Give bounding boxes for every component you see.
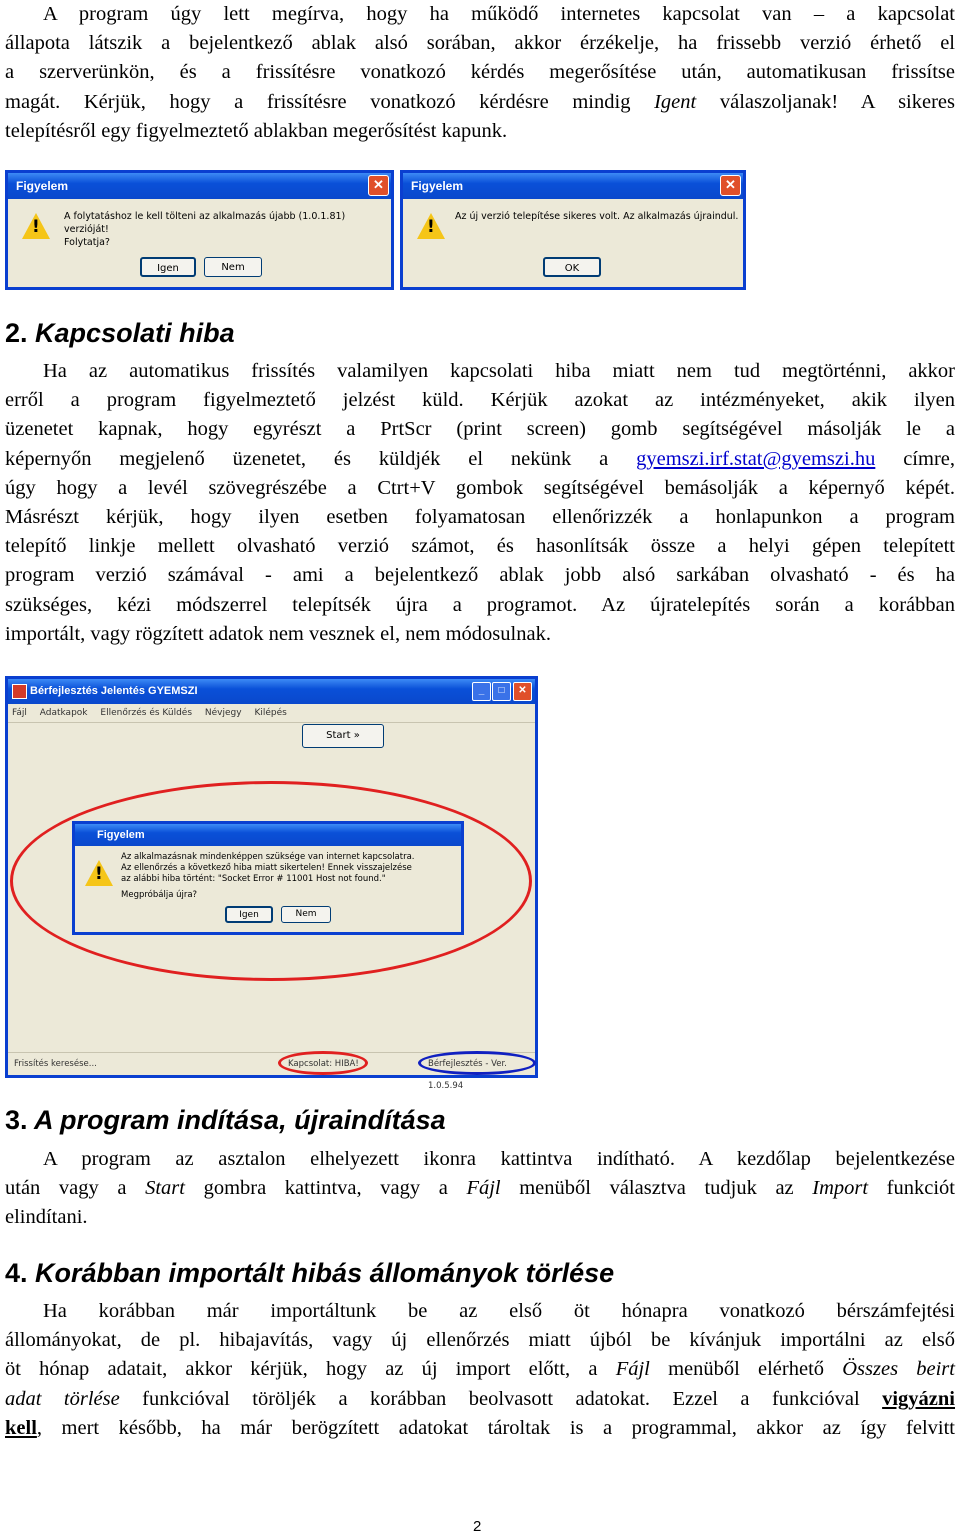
text-line: erről a program figyelmeztető jelzést küld. Kérjük azokat az intézményeket, akik ilyen [5,389,955,412]
text-line: Másrészt kérjük, hogy ilyen esetben folyamatosan ellenőrizzék a honlapunkon a program [5,506,955,529]
text-line: telepítő linkje mellett olvasható verzió számot, és hasonlítsák össze a helyi gépen telepített [5,535,955,558]
menu-bar [8,704,535,723]
program-start-paragraph [5,1145,955,1233]
text-line: állapota látszik a bejelentkező ablak alsó sorában, akkor érzékelje, ha frissebb verzió érhető el [5,32,955,55]
section-heading: 4. Korábban importált hibás állományok törlése [5,1258,615,1288]
menu-item-about[interactable]: Névjegy [204,708,242,718]
text-line: a szerverünkön, és a frissítésre vonatkozó kérdés megerősítése után, automatikusan frissítse [5,61,955,84]
no-button[interactable]: Nem [204,257,262,277]
dialog-titlebar: Figyelem [75,824,461,846]
text-line: Ha az automatikus frissítés valamilyen kapcsolati hiba miatt nem tud megtörténni, akkor [43,360,955,382]
text-line: A program az asztalon elhelyezett ikonra kattintva indítható. A kezdőlap bejelentkezése [43,1148,955,1170]
close-icon[interactable]: ✕ [720,175,741,196]
connection-status-highlight [278,1051,368,1075]
text-line: kell, mert később, ha már berögzített adatokat tároltak is a programmal, akkor az így felvitt [5,1416,955,1439]
email-link[interactable]: gyemszi.irf.stat@gyemszi.hu [636,447,876,470]
section-heading: 2. Kapcsolati hiba [5,318,235,348]
app-titlebar: Bérfejlesztés Jelentés GYEMSZI _ □ ✕ [8,679,535,704]
menu-item-exit[interactable]: Kilépés [254,708,287,718]
delete-imports-paragraph [5,1297,955,1443]
error-dialog-highlight [10,781,532,981]
text-line: telepítésről egy figyelmeztető ablakban megerősítést kapunk. [5,119,508,142]
text-line: program verzió számával - ami a bejelentkező ablak jobb alsó sarkában olvasható - és ha [5,564,955,587]
menu-item-data[interactable]: Adatkapok [39,708,88,718]
status-update-check: Frissítés keresése... [14,1059,97,1069]
maximize-icon[interactable]: □ [492,682,511,701]
yes-button[interactable]: Igen [140,257,196,277]
dialog-titlebar: Figyelem ✕ [403,173,743,199]
text-line: úgy hogy a levél szövegrészébe a Ctrt+V gombok segítségével bemásolják a képernyő képét. [5,476,955,499]
section-heading: 3. A program indítása, újraindítása [5,1105,446,1135]
dialog-titlebar: Figyelem ✕ [8,173,391,199]
connection-error-paragraph [5,357,955,649]
menu-item-file[interactable]: Fájl [12,708,27,718]
status-connection: Kapcsolat: HIBA! [288,1059,359,1069]
warning-icon: ! [22,213,50,239]
start-button[interactable]: Start » [302,724,384,748]
yes-button[interactable]: Igen [225,906,273,923]
page-number: 2 [473,1518,482,1535]
status-version: Bérfejlesztés - Ver. 1.0.5.94 [428,1059,507,1091]
text-line: öt hónap adatait, akkor kérjük, hogy az új import előtt, a Fájl menüből elérhető Összes beirt [5,1358,955,1381]
text-line: állományokat, de pl. hibajavítás, vagy új ellenőrzés miatt újból be kívánjuk importálni az első [5,1329,955,1352]
update-success-dialog [400,170,746,290]
dialog-message: Az alkalmazásnak mindenképpen szüksége van internet kapcsolatra. Az ellenőrzés a következő hiba miatt sikertelen! Ennek visszajelzése az alábbi hiba történt: "Socket Error # 11001 Host not found." Megpróbálja újra? [121,852,415,900]
dialog-message: Az új verzió telepítése sikeres volt. Az alkalmazás újraindul. [455,211,739,222]
text-line: Ha korábban már importáltunk be az első öt hónapra vonatkozó bérszámfejtési [43,1300,955,1322]
update-prompt-dialog [5,170,394,290]
app-icon [12,684,27,699]
text-line: adat törlése funkcióval töröljék a korábban beolvasott adatokat. Ezzel a funkcióval vigyázni [5,1387,956,1410]
version-highlight [418,1051,536,1075]
warning-icon: ! [85,860,113,886]
app-window [5,676,538,1091]
close-icon[interactable]: ✕ [513,682,532,701]
menu-item-check-send[interactable]: Ellenőrzés és Küldés [100,708,193,718]
close-icon[interactable]: ✕ [368,175,389,196]
no-button[interactable]: Nem [281,906,331,923]
ok-button[interactable]: OK [543,257,601,277]
dialog-message: A folytatáshoz le kell tölteni az alkalmazás újabb (1.0.1.81) verzióját! Folytatja? [64,211,346,248]
text-line: importált, vagy rögzített adatok nem vesznek el, nem módosulnak. [5,622,551,645]
text-line: elindítani. [5,1206,88,1229]
intro-paragraph [5,0,955,146]
warning-icon: ! [417,213,445,239]
text-line: után vagy a Start gombra kattintva, vagy a Fájl menüből választva tudjuk az Import funkciót [5,1177,955,1200]
minimize-icon[interactable]: _ [472,682,491,701]
text-line: üzenetet kapnak, hogy egyrészt a PrtScr (print screen) gomb segítségével másolják le a [5,418,955,441]
text-line: A program úgy lett megírva, hogy ha működő internetes kapcsolat van – a kapcsolat [43,3,955,25]
text-line: magát. Kérjük, hogy a frissítésre vonatkozó kérdésre mindig Igent válaszoljanak! A sikeres [5,90,955,113]
text-line: képernyőn megjelenő üzenetet, és küldjék el nekünk a gyemszi.irf.stat@gyemszi.hu címre, [5,447,955,470]
text-line: szükséges, kézi módszerrel telepítsék újra a programot. Az újratelepítés során a korábban [5,593,955,616]
